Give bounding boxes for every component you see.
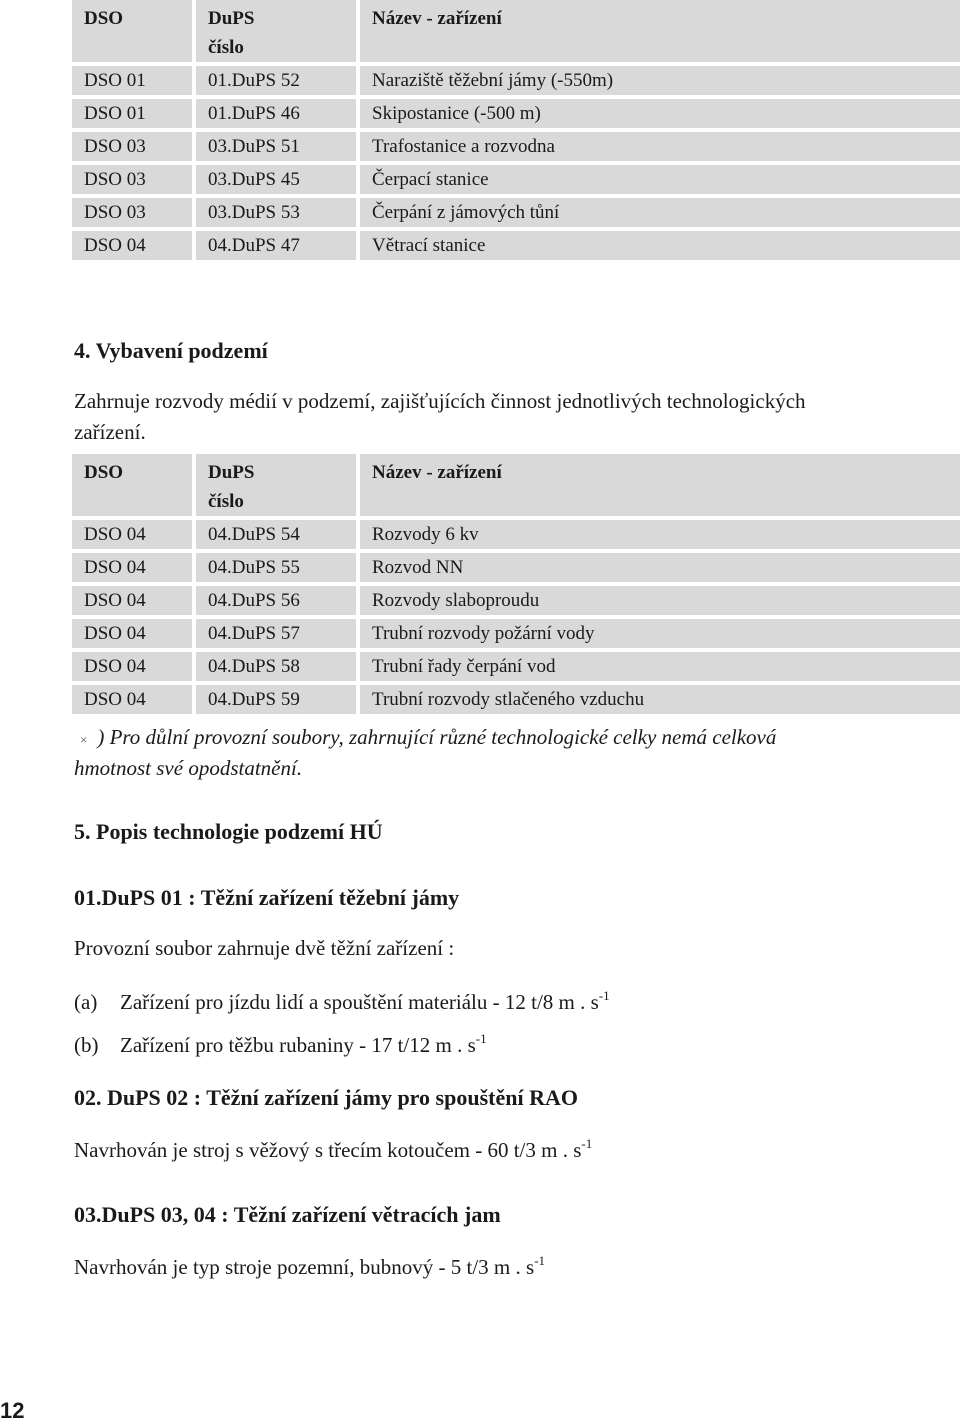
facilities-table-2 bbox=[72, 450, 960, 718]
page-number: 12 bbox=[0, 1398, 25, 1423]
table-row: DSO 03 03.DuPS 53 Čerpání z jámových tůní bbox=[72, 198, 960, 227]
table-row: DSO 04 04.DuPS 56 Rozvody slaboproudu bbox=[72, 586, 960, 615]
header-dups: DuPS číslo bbox=[196, 0, 360, 62]
footnote-line1: × ) Pro důlní provozní soubory, zahrnující různé technologické celky nemá celková bbox=[80, 725, 777, 749]
header-dso: DSO bbox=[72, 454, 196, 516]
table-row: DSO 04 04.DuPS 47 Větrací stanice bbox=[72, 231, 960, 260]
footnote-line2: hmotnost své opodstatnění. bbox=[74, 756, 303, 780]
table-row: DSO 01 01.DuPS 46 Skipostanice (-500 m) bbox=[72, 99, 960, 128]
list-item: (b) Zařízení pro těžbu rubaniny - 17 t/12 m . $s^{-1}$ bbox=[74, 1031, 487, 1057]
header-dups: DuPS číslo bbox=[196, 454, 360, 516]
subsection-03-text: Navrhován je typ stroje pozemní, bubnový - 5 t/3 m . $s^{-1}$ bbox=[74, 1253, 546, 1279]
table-header-row bbox=[72, 454, 960, 516]
section-4-heading: 4. Vybavení podzemí bbox=[74, 338, 268, 363]
list-item: (a) Zařízení pro jízdu lidí a spouštění materiálu - 12 t/8 m . $s^{-1}$ bbox=[74, 988, 610, 1014]
table-row: DSO 03 03.DuPS 51 Trafostanice a rozvodna bbox=[72, 132, 960, 161]
facilities-table-1 bbox=[72, 0, 960, 264]
subsection-01-intro: Provozní soubor zahrnuje dvě těžní zařízení : bbox=[74, 936, 455, 960]
table-row: DSO 01 01.DuPS 52 Naraziště těžební jámy (-550m) bbox=[72, 66, 960, 95]
section-5-heading: 5. Popis technologie podzemí HÚ bbox=[74, 819, 383, 844]
table-row: DSO 04 04.DuPS 59 Trubní rozvody stlačeného vzduchu bbox=[72, 685, 960, 714]
cross-icon: × bbox=[80, 732, 88, 747]
section-4-paragraph-line2: zařízení. bbox=[74, 420, 146, 444]
section-4-paragraph-line1: Zahrnuje rozvody médií v podzemí, zajišťujících činnost jednotlivých technologických bbox=[74, 389, 806, 413]
subsection-02-heading: 02. DuPS 02 : Těžní zařízení jámy pro spouštění RAO bbox=[74, 1085, 578, 1110]
table-row: DSO 04 04.DuPS 54 Rozvody 6 kv bbox=[72, 520, 960, 549]
header-dso: DSO bbox=[72, 0, 196, 62]
table-header-row bbox=[72, 0, 960, 62]
subsection-02-text: Navrhován je stroj s věžový s třecím kotoučem - 60 t/3 m . $s^{-1}$ bbox=[74, 1136, 593, 1162]
subsection-01-heading: 01.DuPS 01 : Těžní zařízení těžební jámy bbox=[74, 885, 460, 910]
header-name: Název - zařízení bbox=[360, 454, 960, 516]
table-row: DSO 04 04.DuPS 57 Trubní rozvody požární vody bbox=[72, 619, 960, 648]
header-name: Název - zařízení bbox=[360, 0, 960, 62]
table-row: DSO 04 04.DuPS 55 Rozvod NN bbox=[72, 553, 960, 582]
subsection-03-heading: 03.DuPS 03, 04 : Těžní zařízení větracích jam bbox=[74, 1202, 501, 1227]
table-row: DSO 04 04.DuPS 58 Trubní řady čerpání vod bbox=[72, 652, 960, 681]
table-row: DSO 03 03.DuPS 45 Čerpací stanice bbox=[72, 165, 960, 194]
